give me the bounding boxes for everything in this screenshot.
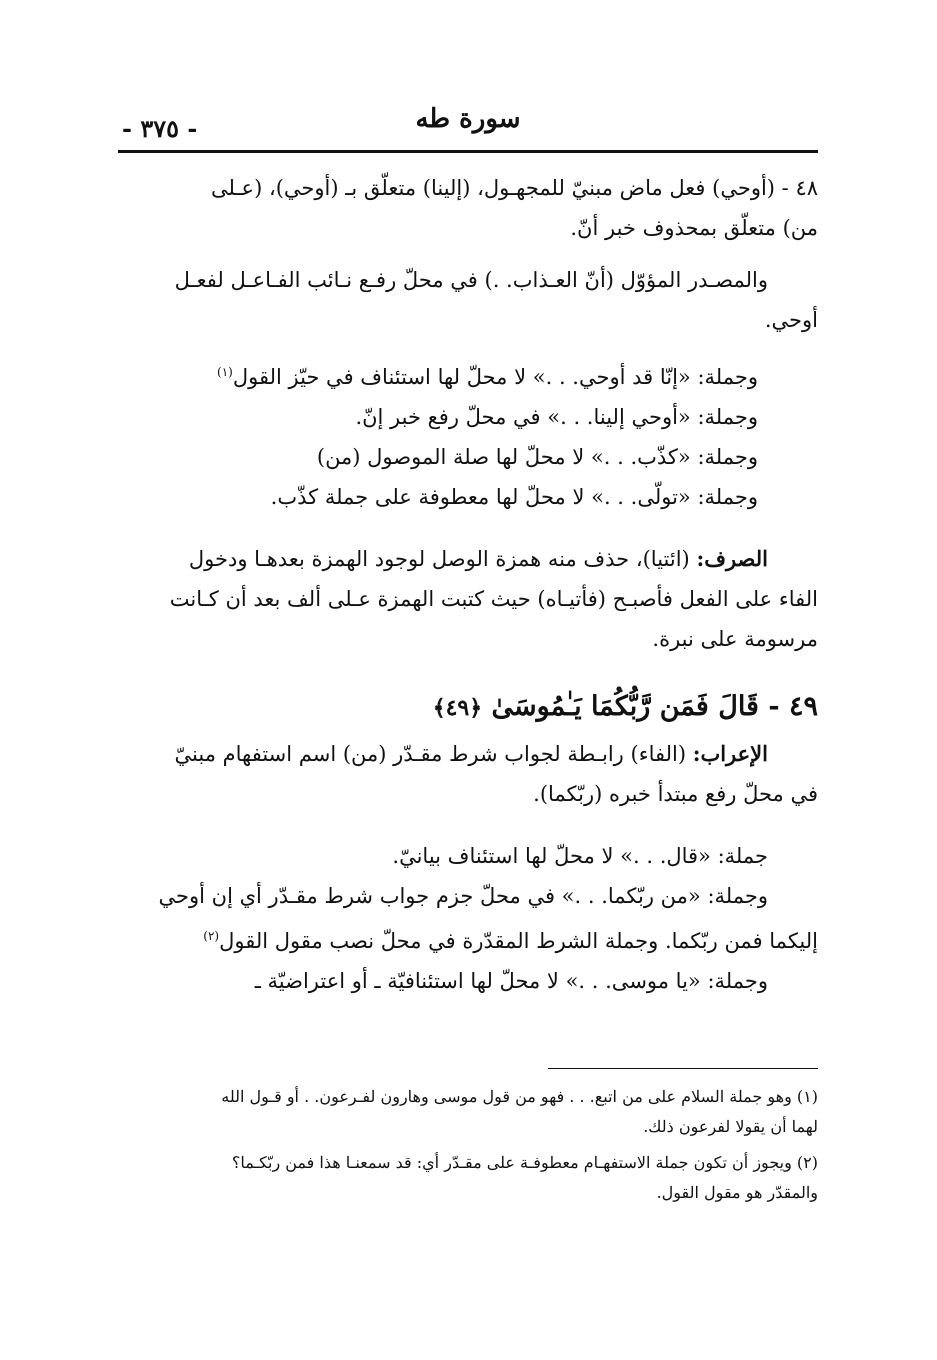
irab-label: الإعراب: <box>692 741 768 766</box>
footnote-2-line-1: (٢) ويجوز أن تكون جملة الاستفهـام معطوفـة على مقـدّر أي: قد سمعنـا هذا فمن ربّكـما؟ <box>231 1153 818 1172</box>
document-page <box>118 0 818 1360</box>
sarf-label: الصرف: <box>696 546 768 571</box>
verse-text: قَالَ فَمَن رَّبُّكُمَا يَـٰمُوسَىٰ <box>491 691 759 722</box>
sarf-line-1 <box>118 539 818 579</box>
sentence-text: إليكما فمن ربّكما. وجملة الشرط المقدّرة في محلّ نصب مقول القول <box>219 929 818 953</box>
paragraph-48-line-1: ٤٨ - (أوحي) فعل ماض مبنيّ للمجهـول، (إلينا) متعلّق بـ (أوحي)، (عـلى <box>210 176 818 200</box>
page-number: - ٣٧٥ - <box>122 114 198 143</box>
page-header <box>118 100 818 150</box>
sentence-analysis-48 <box>118 352 818 517</box>
sentence-line: جملة: «قال. . .» لا محلّ لها استئناف بيانيّ. <box>392 844 768 868</box>
verse-end-marker: ﴿٤٩﴾ <box>432 695 483 721</box>
footnote-1-line-1: (١) وهو جملة السلام على من اتبع. . . فهو من قول موسى وهارون لفـرعون. . أو قـول الله <box>221 1087 818 1106</box>
verse-49 <box>118 681 818 734</box>
sentence-line: وجملة: «من ربّكما. . .» في محلّ جزم جواب شرط مقـدّر أي إن أوحي <box>158 884 768 908</box>
surah-title: سورة طه <box>415 104 521 134</box>
footnote-1-line-2: لهما أن يقولا لفرعون ذلك. <box>643 1117 818 1136</box>
page-body <box>118 168 818 1001</box>
masdar-line-1: والمصـدر المؤوّل (أنّ العـذاب. .) في محلّ رفـع نـائب الفـاعـل لفعـل <box>174 268 768 292</box>
footnote-marker: (٢) <box>203 929 220 943</box>
sarf-text: (ائتيا)، حذف منه همزة الوصل لوجود الهمزة بعدهـا ودخول <box>188 547 690 571</box>
sentence-line: وجملة: «أوحي إلينا. . .» في محلّ رفع خبر إنّ. <box>355 405 758 429</box>
footnote-2-line-2: والمقدّر هو مقول القول. <box>656 1183 818 1202</box>
irab-line-2: في محلّ رفع مبتدأ خبره (ربّكما). <box>533 782 818 806</box>
footnote-marker: (١) <box>217 365 233 379</box>
sarf-line-3: مرسومة على نبرة. <box>652 627 818 651</box>
sentence-line <box>118 352 758 397</box>
sentence-line <box>118 916 818 961</box>
header-divider <box>118 150 818 153</box>
sentence-line: وجملة: «يا موسى. . .» لا محلّ لها استئنافيّة ـ أو اعتراضيّة ـ <box>254 969 768 993</box>
masdar-line-2: أوحي. <box>764 308 818 332</box>
irab-text: (الفاء) رابـطة لجواب شرط مقـدّر (من) اسم استفهام مبنيّ <box>174 742 687 766</box>
footnote-divider <box>548 1068 818 1069</box>
verse-number: ٤٩ - <box>768 691 818 722</box>
irab-line-1 <box>118 734 818 774</box>
sentence-line: وجملة: «تولّى. . .» لا محلّ لها معطوفة على جملة كذّب. <box>270 485 758 509</box>
sentence-text: وجملة: «إنّا قد أوحي. . .» لا محلّ لها استئناف في حيّز القول <box>232 365 758 389</box>
sentence-line: وجملة: «كذّب. . .» لا محلّ لها صلة الموصول (من) <box>316 445 758 469</box>
paragraph-48-line-2: من) متعلّق بمحذوف خبر أنّ. <box>570 216 818 240</box>
sarf-line-2: الفاء على الفعل فأصبـح (فأتيـاه) حيث كتبت الهمزة عـلى ألف بعد أن كـانت <box>169 587 818 611</box>
footnotes <box>118 1082 818 1208</box>
